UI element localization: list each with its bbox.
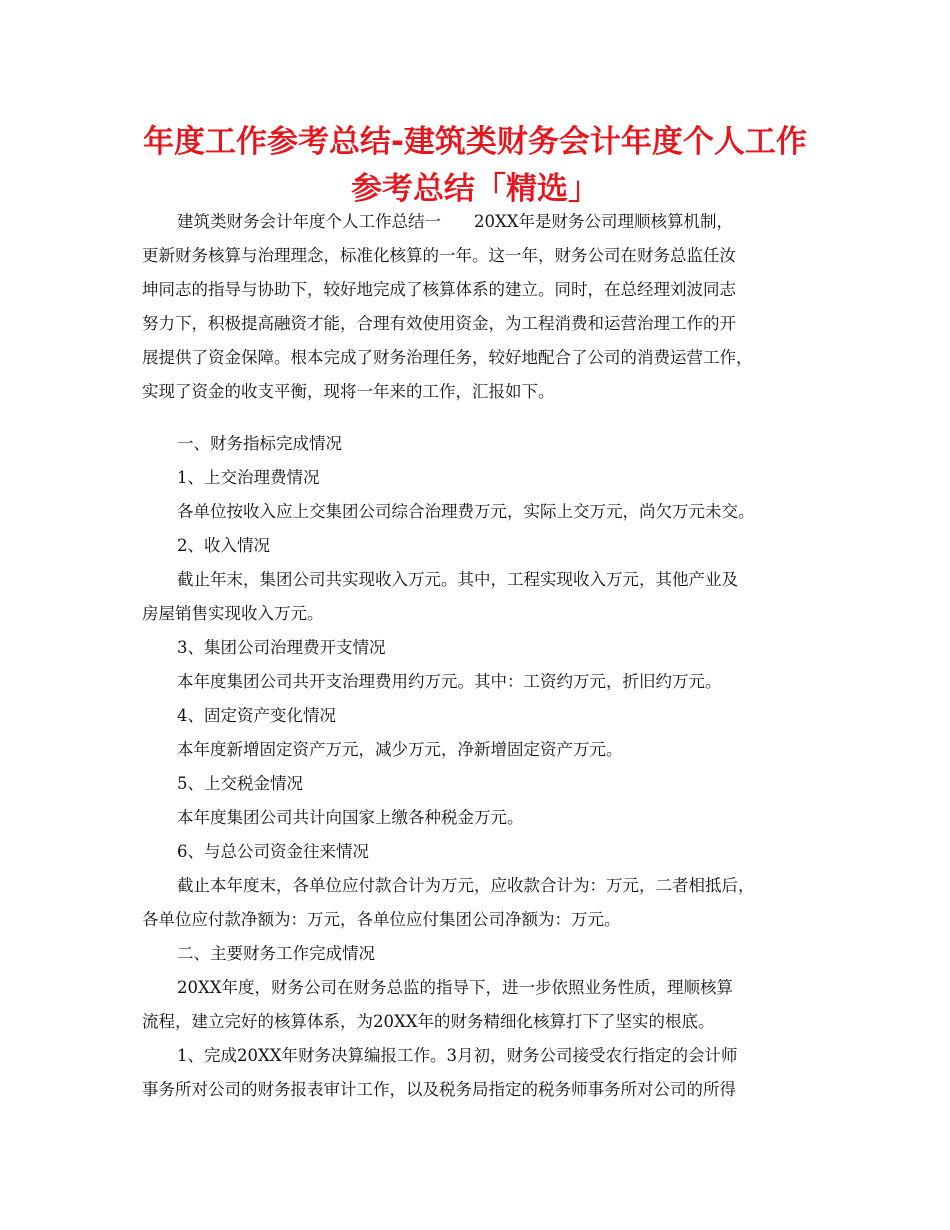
paragraph-line: 本年度新增固定资产万元，减少万元，净新增固定资产万元。 (177, 740, 623, 759)
paragraph-line: 房屋销售实现收入万元。 (142, 604, 324, 623)
paragraph-line: 各单位按收入应上交集团公司综合治理费万元，实际上交万元，尚欠万元未交。 (177, 502, 755, 521)
subsection-heading: 3、集团公司治理费开支情况 (177, 638, 386, 657)
subsection-heading: 1、上交治理费情况 (177, 468, 320, 487)
paragraph-line: 流程，建立完好的核算体系，为20XX年的财务精细化核算打下了坚实的根底。 (142, 1012, 715, 1031)
paragraph-line: 坤同志的指导与协助下，较好地完成了核算体系的建立。同时，在总经理刘波同志 (142, 280, 736, 299)
subsection-heading: 2、收入情况 (177, 536, 270, 555)
paragraph-line: 20XX年度，财务公司在财务总监的指导下，进一步依照业务性质，理顺核算 (177, 978, 733, 997)
section-heading: 一、财务指标完成情况 (177, 434, 342, 453)
paragraph-line: 努力下，积极提高融资才能，合理有效使用资金，为工程消费和运营治理工作的开 (142, 314, 736, 333)
paragraph-line: 事务所对公司的财务报表审计工作，以及税务局指定的税务师事务所对公司的所得 (142, 1080, 736, 1099)
paragraph-line: 更新财务核算与治理理念，标准化核算的一年。这一年，财务公司在财务总监任汝 (142, 246, 736, 265)
subsection-heading: 6、与总公司资金往来情况 (177, 842, 369, 861)
subsection-heading: 4、固定资产变化情况 (177, 706, 336, 725)
section-heading: 二、主要财务工作完成情况 (177, 944, 375, 963)
subsection-heading: 5、上交税金情况 (177, 774, 303, 793)
paragraph-line: 1、完成20XX年财务决算编报工作。3月初，财务公司接受农行指定的会计师 (177, 1046, 738, 1065)
document-title-line-2: 参考总结「精选」 (351, 171, 599, 207)
paragraph-line: 截止本年度末，各单位应付款合计为万元，应收款合计为：万元，二者相抵后， (177, 876, 755, 895)
paragraph-line: 建筑类财务会计年度个人工作总结一 20XX年是财务公司理顺核算机制， (177, 212, 733, 231)
document-title-line-1: 年度工作参考总结-建筑类财务会计年度个人工作 (143, 124, 807, 160)
paragraph-line: 实现了资金的收支平衡，现将一年来的工作，汇报如下。 (142, 382, 555, 401)
paragraph-line: 本年度集团公司共开支治理费用约万元。其中：工资约万元，折旧约万元。 (177, 672, 722, 691)
paragraph-line: 各单位应付款净额为：万元，各单位应付集团公司净额为：万元。 (142, 910, 621, 929)
paragraph-line: 展提供了资金保障。根本完成了财务治理任务，较好地配合了公司的消费运营工作， (142, 348, 753, 367)
paragraph-line: 截止年末，集团公司共实现收入万元。其中，工程实现收入万元，其他产业及 (177, 570, 738, 589)
paragraph-line: 本年度集团公司共计向国家上缴各种税金万元。 (177, 808, 524, 827)
